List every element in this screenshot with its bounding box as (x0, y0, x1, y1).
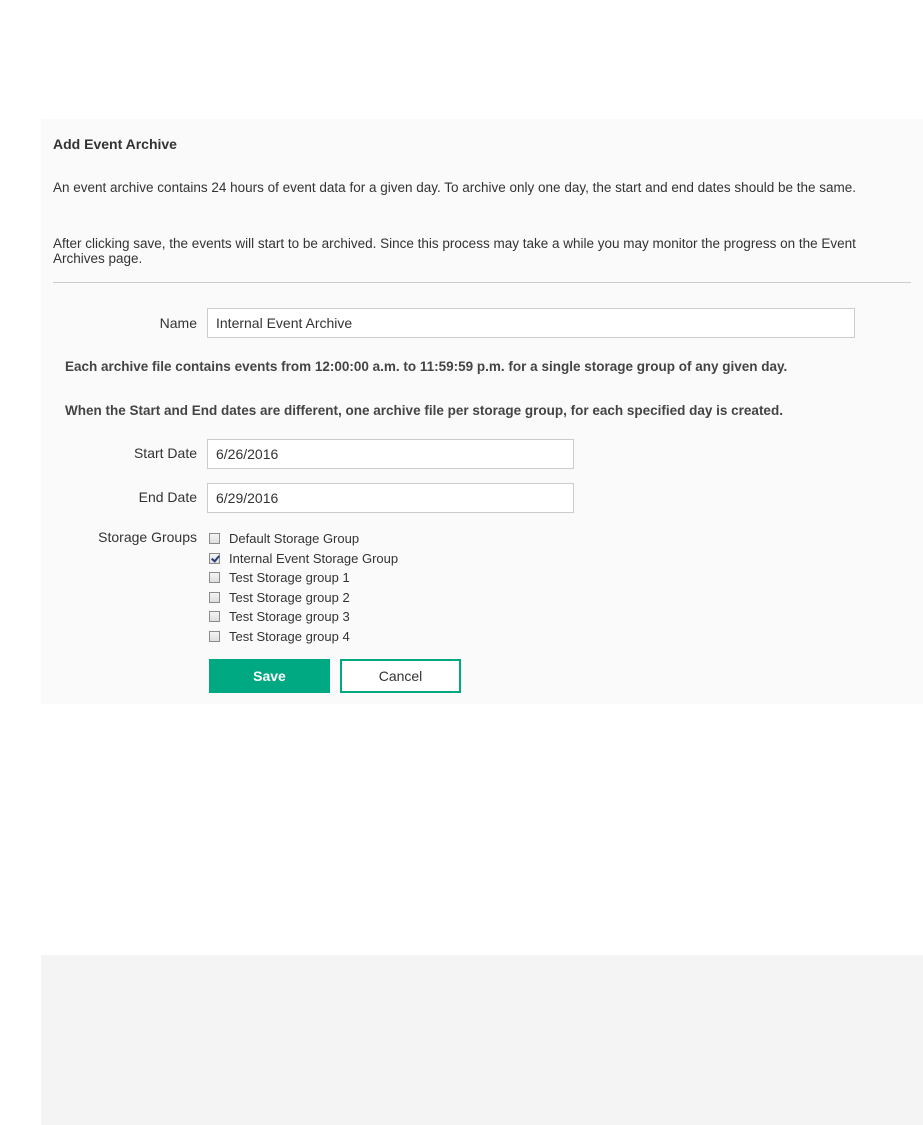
storage-group-label: Default Storage Group (229, 531, 360, 547)
save-button[interactable]: Save (209, 659, 330, 693)
name-input[interactable] (207, 308, 855, 338)
intro-paragraph-2: After clicking save, the events will start to be archived. Since this process may take a while you may monitor the progress on the Event Archives page. (53, 236, 856, 266)
storage-group-label: Test Storage group 3 (229, 609, 350, 625)
form-title: Add Event Archive (53, 136, 177, 152)
storage-group-item[interactable] (209, 529, 398, 549)
checkbox-test-storage-group-2[interactable] (209, 592, 220, 603)
storage-group-item[interactable] (209, 588, 398, 608)
start-date-input[interactable] (207, 439, 574, 469)
checkbox-test-storage-group-1[interactable] (209, 572, 220, 583)
checkbox-test-storage-group-3[interactable] (209, 611, 220, 622)
cancel-button[interactable]: Cancel (340, 659, 461, 693)
intro-paragraph-1: An event archive contains 24 hours of event data for a given day. To archive only one day, the start and end dates should be the same. (53, 180, 857, 195)
storage-group-label: Test Storage group 4 (229, 628, 350, 644)
end-date-input[interactable] (207, 483, 574, 513)
storage-group-label: Test Storage group 2 (229, 589, 350, 605)
storage-group-label: Test Storage group 1 (229, 570, 350, 586)
date-range-info: When the Start and End dates are different, one archive file per storage group, for each specified day is created. (65, 403, 783, 418)
storage-groups-list (209, 529, 398, 646)
storage-group-item[interactable] (209, 607, 398, 627)
end-date-label: End Date (138, 489, 197, 505)
name-label: Name (159, 315, 197, 331)
footer-area (41, 955, 923, 1125)
storage-group-label: Internal Event Storage Group (229, 550, 399, 566)
checkbox-test-storage-group-4[interactable] (209, 631, 220, 642)
divider (53, 282, 911, 283)
storage-group-item[interactable] (209, 568, 398, 588)
storage-groups-label: Storage Groups (98, 529, 197, 545)
add-event-archive-panel (41, 119, 923, 704)
checkbox-default-storage-group[interactable] (209, 533, 220, 544)
start-date-label: Start Date (133, 445, 197, 461)
storage-group-item[interactable] (209, 627, 398, 647)
storage-group-item[interactable] (209, 549, 398, 569)
checkbox-internal-event-storage-group[interactable] (209, 553, 220, 564)
archive-file-info: Each archive file contains events from 12:00:00 a.m. to 11:59:59 p.m. for a single storage group of any given day. (65, 359, 788, 374)
